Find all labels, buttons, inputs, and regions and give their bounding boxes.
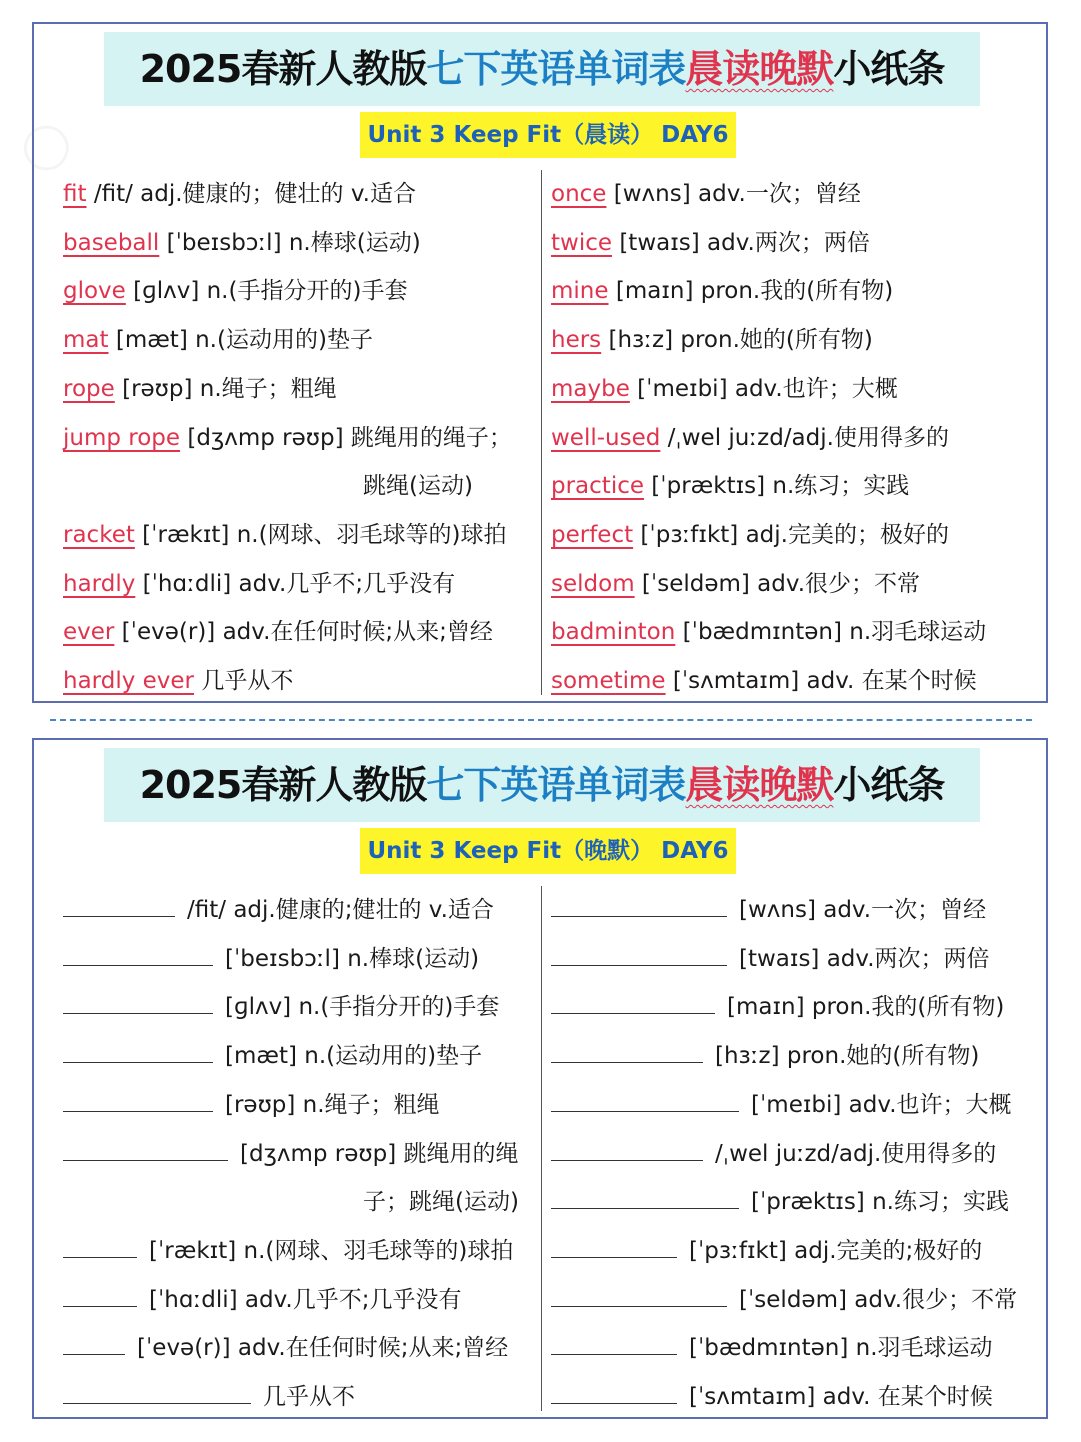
- dictation-row: [63, 1276, 461, 1324]
- dictation-row: [551, 1373, 993, 1421]
- vocab-row: [63, 608, 493, 656]
- dictation-row: [63, 1032, 482, 1080]
- dictation-clue: /ˌwel juːzd/adj.使用得多的: [715, 1140, 997, 1167]
- answer-blank[interactable]: [551, 1085, 739, 1112]
- vocab-row: [63, 267, 407, 315]
- answer-blank[interactable]: [63, 1085, 213, 1112]
- dictation-clue: [maɪn] pron.我的(所有物): [727, 994, 1005, 1021]
- vocab-row: [551, 219, 870, 267]
- answer-blank[interactable]: [63, 1134, 228, 1161]
- answer-blank[interactable]: [551, 987, 715, 1014]
- dictation-clue: [dʒʌmp rəʊp] 跳绳用的绳: [240, 1140, 519, 1167]
- dictation-clue: [ˈpɜːfɪkt] adj.完美的;极好的: [689, 1237, 983, 1264]
- vocab-word: jump rope: [63, 424, 181, 451]
- vocab-row: [63, 511, 507, 559]
- answer-blank[interactable]: [551, 1231, 677, 1258]
- dictation-clue: [hɜːz] pron.她的(所有物): [715, 1043, 980, 1070]
- dictation-clue: [rəʊp] n.绳子；粗绳: [225, 1091, 440, 1118]
- dictation-clue: [ˈhɑːdli] adv.几乎不;几乎没有: [149, 1286, 462, 1313]
- vocab-row: [551, 560, 920, 608]
- vocab-word: mat: [63, 327, 109, 354]
- vocab-definition: /fit/ adj.健康的；健壮的 v.适合: [86, 181, 416, 207]
- dictation-row: [551, 1276, 1017, 1324]
- answer-blank[interactable]: [551, 1182, 739, 1209]
- vocab-word: badminton: [551, 619, 676, 646]
- morning-subtitle: Unit 3 Keep Fit（晨读） DAY6: [360, 112, 736, 158]
- title-part-1: 2025春新人教版: [139, 47, 427, 91]
- dictation-clue: [ˈevə(r)] adv.在任何时候;从来;曾经: [137, 1335, 509, 1362]
- vocab-definition: [wʌns] adv.一次；曾经: [606, 181, 861, 207]
- answer-blank[interactable]: [551, 1280, 727, 1307]
- dictation-row: [63, 935, 479, 983]
- vocab-row: [63, 316, 373, 364]
- answer-blank[interactable]: [551, 1036, 703, 1063]
- dictation-row: [363, 1178, 519, 1226]
- title-part-2: 七下英语单词表: [426, 47, 686, 91]
- answer-blank[interactable]: [551, 890, 727, 917]
- vocab-row: [551, 316, 873, 364]
- vocab-word: twice: [551, 229, 613, 256]
- vocab-word: hardly: [63, 570, 136, 597]
- vocab-definition: /ˌwel juːzd/adj.使用得多的: [660, 424, 949, 451]
- vocab-definition: [hɜːz] pron.她的(所有物): [601, 327, 873, 354]
- vocab-row: [63, 365, 337, 413]
- vocab-word: glove: [63, 278, 126, 305]
- answer-blank[interactable]: [63, 1231, 137, 1258]
- dictation-clue: 子；跳绳(运动): [363, 1189, 519, 1216]
- vocab-definition: 几乎从不: [194, 668, 294, 694]
- vocab-word: once: [551, 181, 607, 207]
- answer-blank[interactable]: [63, 987, 213, 1014]
- dictation-row: [63, 1130, 518, 1178]
- dictation-clue: [wʌns] adv.一次；曾经: [739, 897, 987, 923]
- dictation-clue: [ˈbædmɪntən] n.羽毛球运动: [689, 1335, 993, 1362]
- vocab-row: [63, 219, 421, 267]
- cut-line: [50, 719, 1032, 721]
- vocab-word: fit: [63, 181, 87, 207]
- dictation-clue: 几乎从不: [263, 1384, 355, 1410]
- dictation-clue: [ˈrækɪt] n.(网球、羽毛球等的)球拍: [149, 1237, 514, 1264]
- dictation-clue: [ˈseldəm] adv.很少；不常: [739, 1286, 1018, 1313]
- dictation-row: [551, 983, 1004, 1031]
- title-part-2: 七下英语单词表: [426, 763, 686, 807]
- vocab-word: practice: [551, 473, 644, 500]
- dictation-row: [551, 1324, 993, 1372]
- vocab-definition: [ˈpɜːfɪkt] adj.完美的；极好的: [633, 521, 949, 548]
- vocab-definition: [ˈseldəm] adv.很少；不常: [634, 570, 921, 597]
- column-divider: [541, 886, 542, 1411]
- vocab-word: rope: [63, 375, 115, 402]
- dictation-row: [551, 1081, 1012, 1129]
- vocab-definition: [ˈpræktɪs] n.练习；实践: [644, 473, 910, 500]
- vocab-word: hers: [551, 327, 602, 354]
- column-divider: [541, 170, 542, 695]
- title-part-3: 晨读晚默: [685, 763, 834, 807]
- dictation-clue: [ɡlʌv] n.(手指分开的)手套: [225, 994, 500, 1021]
- vocab-definition: [twaɪs] adv.两次；两倍: [612, 229, 870, 256]
- answer-blank[interactable]: [63, 1377, 251, 1404]
- vocab-row: [551, 170, 861, 218]
- vocab-row: [551, 462, 909, 510]
- vocab-word: hardly ever: [63, 668, 195, 694]
- vocab-row: [63, 170, 416, 218]
- vocab-word: sometime: [551, 668, 666, 694]
- vocab-row: [363, 462, 473, 510]
- title-part-4: 小纸条: [833, 763, 945, 807]
- vocab-row: [551, 267, 893, 315]
- vocab-row: [63, 414, 512, 462]
- vocab-row: [63, 657, 293, 705]
- vocab-definition: [ˈmeɪbi] adv.也许；大概: [629, 375, 898, 402]
- dictation-clue: [twaɪs] adv.两次；两倍: [739, 945, 990, 972]
- dictation-row: [551, 886, 986, 934]
- answer-blank[interactable]: [63, 1036, 213, 1063]
- morning-card: [32, 22, 1048, 703]
- vocab-definition: [ɡlʌv] n.(手指分开的)手套: [125, 278, 408, 305]
- answer-blank[interactable]: [63, 939, 213, 966]
- dictation-row: [551, 1227, 982, 1275]
- dictation-clue: [ˈpræktɪs] n.练习；实践: [751, 1189, 1009, 1216]
- page-title: [104, 32, 980, 106]
- answer-blank[interactable]: [551, 1328, 677, 1355]
- dictation-row: [551, 1178, 1009, 1226]
- vocab-row: [551, 414, 949, 462]
- vocab-definition: 跳绳(运动): [363, 473, 473, 500]
- dictation-row: [63, 1373, 355, 1421]
- dictation-row: [551, 1032, 979, 1080]
- evening-subtitle: Unit 3 Keep Fit（晚默） DAY6: [360, 828, 736, 874]
- vocab-definition: [ˈsʌmtaɪm] adv. 在某个时候: [665, 668, 977, 694]
- title-part-3: 晨读晚默: [685, 47, 834, 91]
- vocab-definition: [dʒʌmp rəʊp] 跳绳用的绳子；: [180, 424, 512, 451]
- vocab-word: maybe: [551, 375, 630, 402]
- dictation-clue: /fit/ adj.健康的;健壮的 v.适合: [187, 897, 494, 923]
- vocab-definition: [ˈbædmɪntən] n.羽毛球运动: [675, 619, 987, 646]
- vocab-definition: [mæt] n.(运动用的)垫子: [108, 327, 373, 354]
- vocab-word: baseball: [63, 229, 160, 256]
- dictation-row: [551, 935, 990, 983]
- vocab-definition: [ˈevə(r)] adv.在任何时候;从来;曾经: [114, 619, 493, 646]
- vocab-row: [551, 511, 949, 559]
- vocab-row: [551, 608, 986, 656]
- answer-blank[interactable]: [551, 1377, 677, 1404]
- vocab-word: perfect: [551, 521, 634, 548]
- vocab-row: [551, 365, 898, 413]
- answer-blank[interactable]: [63, 1280, 137, 1307]
- vocab-row: [551, 657, 977, 705]
- vocab-definition: [rəʊp] n.绳子；粗绳: [114, 375, 337, 402]
- vocab-row: [63, 560, 455, 608]
- vocab-word: well-used: [551, 424, 661, 451]
- dictation-row: [63, 886, 494, 934]
- title-part-1: 2025春新人教版: [139, 763, 427, 807]
- vocab-word: ever: [63, 619, 115, 646]
- vocab-word: racket: [63, 521, 135, 548]
- answer-blank[interactable]: [551, 1134, 703, 1161]
- vocab-definition: [ˈhɑːdli] adv.几乎不;几乎没有: [135, 570, 456, 597]
- dictation-clue: [ˈbeɪsbɔːl] n.棒球(运动): [225, 945, 480, 972]
- dictation-clue: [ˈmeɪbi] adv.也许；大概: [751, 1091, 1012, 1118]
- page-title-evening: [104, 748, 980, 822]
- answer-blank[interactable]: [551, 939, 727, 966]
- vocab-word: seldom: [551, 570, 635, 597]
- dictation-row: [63, 983, 499, 1031]
- answer-blank[interactable]: [63, 890, 175, 917]
- evening-card: [32, 738, 1048, 1419]
- dictation-row: [63, 1081, 440, 1129]
- vocab-definition: [maɪn] pron.我的(所有物): [608, 278, 894, 305]
- dictation-clue: [mæt] n.(运动用的)垫子: [225, 1043, 483, 1070]
- answer-blank[interactable]: [63, 1328, 125, 1355]
- dictation-row: [551, 1130, 996, 1178]
- title-part-4: 小纸条: [833, 47, 945, 91]
- vocab-word: mine: [551, 278, 609, 305]
- dictation-clue: [ˈsʌmtaɪm] adv. 在某个时候: [689, 1384, 993, 1410]
- dictation-row: [63, 1324, 508, 1372]
- vocab-definition: [ˈrækɪt] n.(网球、羽毛球等的)球拍: [134, 521, 507, 548]
- dictation-row: [63, 1227, 513, 1275]
- vocab-definition: [ˈbeɪsbɔːl] n.棒球(运动): [159, 229, 421, 256]
